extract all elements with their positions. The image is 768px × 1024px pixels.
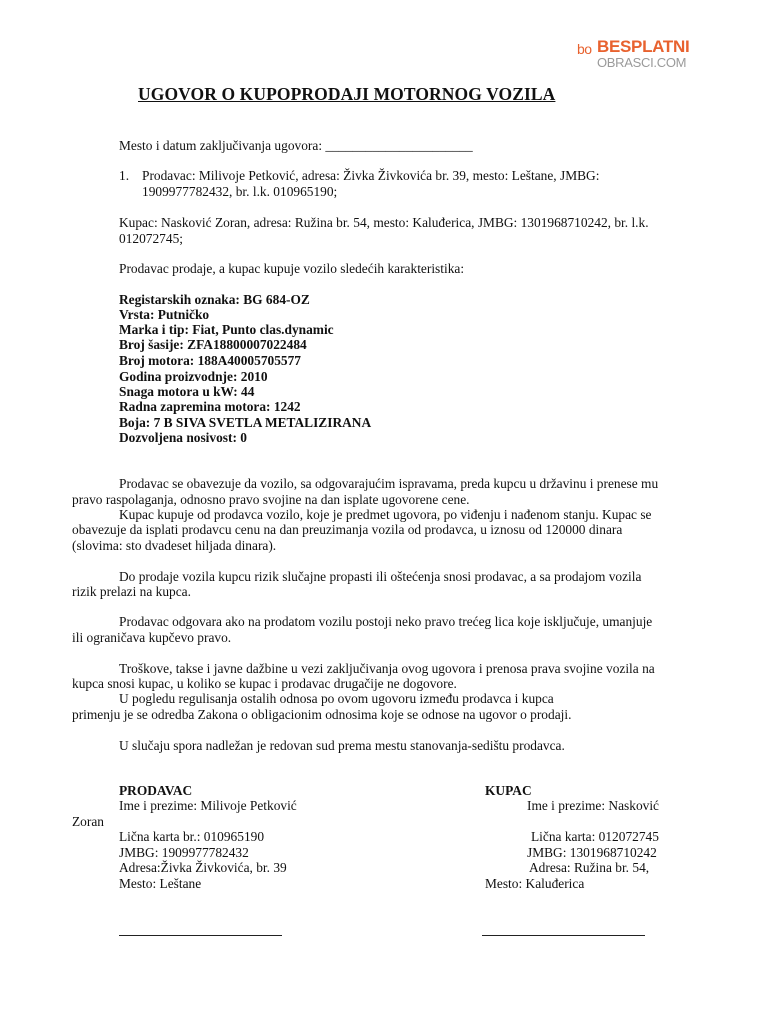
vehicle-year: Godina proizvodnje: 2010 bbox=[119, 369, 268, 384]
seller-place: Mesto: Leštane bbox=[119, 876, 202, 891]
item-number: 1. bbox=[119, 168, 130, 183]
vehicle-displacement: Radna zapremina motora: 1242 bbox=[119, 399, 301, 414]
clause-liability-line2: ili ograničava kupčevo pravo. bbox=[72, 630, 232, 645]
vehicle-chassis: Broj šasije: ZFA18800007022484 bbox=[119, 337, 307, 352]
buyer-address: Adresa: Ružina br. 54, bbox=[529, 860, 650, 875]
clause-purchase-line3: (slovima: sto dvadeset hiljada dinara). bbox=[72, 538, 277, 553]
vehicle-engine-number: Broj motora: 188A40005705577 bbox=[119, 353, 301, 368]
buyer-signature-line bbox=[482, 935, 645, 936]
vehicle-power: Snaga motora u kW: 44 bbox=[119, 384, 255, 399]
logo-bottom-text: OBRASCI.COM bbox=[597, 55, 687, 70]
document-title: UGOVOR O KUPOPRODAJI MOTORNOG VOZILA bbox=[138, 84, 556, 104]
clause-costs-line1: Troškove, takse i javne dažbine u vezi zaključivanja ovog ugovora i prenosa prava svojine vozila na bbox=[119, 661, 655, 676]
seller-name: Ime i prezime: Milivoje Petković bbox=[119, 798, 297, 813]
buyer-jmbg: JMBG: 1301968710242 bbox=[527, 845, 657, 860]
clause-purchase-line2: obavezuje da isplati prodavcu cenu na dan preuzimanja vozila od prodavca, u iznosu od 120000 dinara bbox=[72, 522, 623, 537]
clause-delivery-line2: pravo raspolaganja, odnosno pravo svojine na dan isplate ugovorene cene. bbox=[72, 492, 470, 507]
vehicle-load-capacity: Dozvoljena nosivost: 0 bbox=[119, 430, 247, 445]
clause-purchase-line1: Kupac kupuje od prodavca vozilo, koje je predmet ugovora, po viđenju i nađenom stanju. Kupac se bbox=[119, 507, 652, 522]
buyer-name: Ime i prezime: Nasković bbox=[527, 798, 659, 813]
clause-risk-line1: Do prodaje vozila kupcu rizik slučajne propasti ili oštećenja snosi prodavac, a sa prodajom vozila bbox=[119, 569, 642, 584]
seller-id-card: Lična karta br.: 010965190 bbox=[119, 829, 265, 844]
vehicle-registration: Registarskih oznaka: BG 684-OZ bbox=[119, 292, 310, 307]
vehicle-make: Marka i tip: Fiat, Punto clas.dynamic bbox=[119, 322, 334, 337]
seller-intro-line2: 1909977782432, br. l.k. 010965190; bbox=[142, 184, 338, 199]
vehicle-color: Boja: 7 B SIVA SVETLA METALIZIRANA bbox=[119, 415, 372, 430]
buyer-id-card: Lična karta: 012072745 bbox=[531, 829, 659, 844]
clause-delivery-line1: Prodavac se obavezuje da vozilo, sa odgovarajućim ispravama, preda kupcu u državinu i prenese mu bbox=[119, 476, 659, 491]
logo-prefix: bo bbox=[577, 41, 592, 57]
seller-heading: PRODAVAC bbox=[119, 783, 193, 798]
seller-address: Adresa:Živka Živkovića, br. 39 bbox=[119, 860, 287, 875]
clause-law-line2: primenju je se odredba Zakona o obligacionim odnosima koje se odnose na ugovor o prodaji. bbox=[72, 707, 572, 722]
buyer-intro-line2: 012072745; bbox=[119, 231, 183, 246]
buyer-name-wrap: Zoran bbox=[72, 814, 104, 829]
clause-law-line1: U pogledu regulisanja ostalih odnosa po ovom ugovoru između prodavca i kupca bbox=[119, 691, 554, 706]
buyer-heading: KUPAC bbox=[485, 783, 532, 798]
clause-risk-line2: rizik prelazi na kupca. bbox=[72, 584, 191, 599]
site-logo bbox=[577, 37, 697, 70]
clause-liability-line1: Prodavac odgovara ako na prodatom vozilu postoji neko pravo trećeg lica koje isključuje, umanjuje bbox=[119, 614, 653, 629]
clause-costs-line2: kupca snosi kupac, u koliko se kupac i prodavac drugačije ne dogovore. bbox=[72, 676, 457, 691]
sale-statement: Prodavac prodaje, a kupac kupuje vozilo sledećih karakteristika: bbox=[119, 261, 465, 276]
place-date-line: Mesto i datum zaključivanja ugovora: ______________________ bbox=[119, 138, 473, 153]
vehicle-type: Vrsta: Putničko bbox=[119, 307, 210, 322]
buyer-place: Mesto: Kaluđerica bbox=[485, 876, 585, 891]
logo-top-text: BESPLATNI bbox=[597, 37, 690, 56]
seller-signature-line bbox=[119, 935, 282, 936]
clause-court: U slučaju spora nadležan je redovan sud prema mestu stanovanja-sedištu prodavca. bbox=[119, 738, 565, 753]
buyer-intro-line1: Kupac: Nasković Zoran, adresa: Ružina br. 54, mesto: Kaluđerica, JMBG: 1301968710242, br. l.k. bbox=[119, 215, 649, 230]
seller-intro-line1: Prodavac: Milivoje Petković, adresa: Živka Živkovića br. 39, mesto: Leštane, JMBG: bbox=[142, 168, 600, 183]
seller-jmbg: JMBG: 1909977782432 bbox=[119, 845, 249, 860]
